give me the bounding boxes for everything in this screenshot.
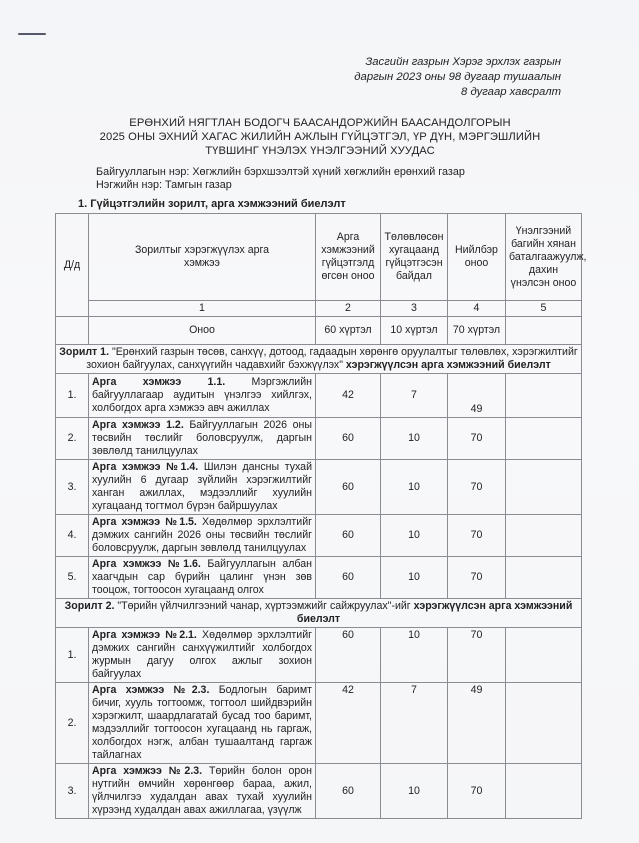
total-points: 70 (448, 764, 506, 819)
goal-2-title (56, 599, 582, 628)
row-number: 3. (56, 460, 89, 515)
header-col1-text: Зорилтыг хэрэгжүүлэх арга хэмжээ (134, 244, 270, 269)
points-given: 60 (316, 764, 381, 819)
reevaluated-points (506, 460, 582, 515)
total-points: 49 (448, 374, 506, 418)
table-row (56, 460, 582, 515)
points-given: 60 (316, 460, 381, 515)
annex-line-1: Засгийн газрын Хэрэг эрхлэх газрын (365, 56, 561, 68)
timeliness: 10 (381, 515, 448, 557)
measure-cell (89, 683, 316, 764)
goal-1-label: Зорилт 1. (59, 346, 110, 358)
total-points: 70 (448, 557, 506, 599)
row-number: 2. (56, 418, 89, 460)
table-row (56, 557, 582, 599)
measure-text: Шилэн дансны тухай хуулийн 6 дугаар зүйлийн хэрэгжилтийг ханган ажиллах, мэдээллийг хуулийн хугацаанд тогтмол бүрэн байршуулах (92, 461, 312, 512)
goal-2-row (56, 599, 582, 628)
measure-cell (89, 764, 316, 819)
annex-reference (354, 55, 561, 100)
row-number: 4. (56, 515, 89, 557)
measure-cell (89, 515, 316, 557)
score-col5 (506, 317, 582, 345)
points-given: 60 (316, 557, 381, 599)
timeliness: 7 (381, 683, 448, 764)
measure-text: Хөдөлмөр эрхлэлтийг дэмжих сангийн 2026 оны төсвийн төслийг боловсруулж, даргын зөвлөлд танилцуулах (92, 516, 312, 554)
measure-cell (89, 374, 316, 418)
goal-1-title (56, 345, 582, 374)
measure-text: Байгууллагын 2026 оны төсвийн төслийг боловсруулж, даргын зөвлөлд танилцуулах (92, 419, 312, 457)
measure-cell (89, 557, 316, 599)
timeliness: 10 (381, 764, 448, 819)
evaluation-table (55, 213, 587, 819)
column-number-row (56, 301, 582, 317)
timeliness: 10 (381, 460, 448, 515)
header-col1 (89, 214, 316, 301)
reevaluated-points (506, 515, 582, 557)
goal-1-row (56, 345, 582, 374)
timeliness: 10 (381, 628, 448, 683)
total-points: 70 (448, 460, 506, 515)
score-col2: 60 хүртэл (316, 317, 381, 345)
total-points: 49 (448, 683, 506, 764)
measure-label: Арга хэмжээ 1.1. (92, 376, 226, 388)
table-row (56, 764, 582, 819)
reevaluated-points (506, 374, 582, 418)
goal-2-text: "Төрийн үйлчилгээний чанар, хүртээмжийг сайжруулах"-ийг (114, 600, 414, 612)
points-given: 60 (316, 418, 381, 460)
points-given: 42 (316, 374, 381, 418)
measure-label: Арга хэмжээ №2.1. (92, 629, 197, 641)
reevaluated-points (506, 764, 582, 819)
section-heading: 1. Гүйцэтгэлийн зорилт, арга хэмжээний биелэлт (78, 198, 346, 210)
total-points: 70 (448, 418, 506, 460)
annex-line-3: 8 дугаар хавсралт (461, 86, 561, 98)
score-row (56, 317, 582, 345)
score-col3: 10 хүртэл (381, 317, 448, 345)
measure-label: Арга хэмжээ №2.3. (92, 684, 210, 696)
header-dd: Д/д (56, 214, 89, 317)
points-given: 42 (316, 683, 381, 764)
measure-cell (89, 418, 316, 460)
row-number: 2. (56, 683, 89, 764)
timeliness: 7 (381, 374, 448, 418)
reevaluated-points (506, 628, 582, 683)
goal-2-label: Зорилт 2. (64, 600, 115, 612)
header-col2: Арга хэмжээний гүйцэтгэлд өгсөн оноо (316, 214, 381, 301)
measure-text: Байгууллагын албан хаагчдын сар бүрийн цалинг үнэн зөв тооцож, тогтоосон хугацаанд олгох (92, 558, 312, 596)
timeliness: 10 (381, 418, 448, 460)
measure-label: Арга хэмжээ №1.4. (92, 461, 199, 473)
goal-2-suffix: хэрэгжүүлсэн арга хэмжээний биелэлт (296, 600, 573, 625)
measure-cell (89, 628, 316, 683)
measure-text: Мэргэжлийн байгууллагаар аудитын үнэлгээ хийлгэх, холбогдох арга хэмжээ авч ажиллах (92, 376, 312, 414)
row-number: 1. (56, 628, 89, 683)
row-number: 3. (56, 764, 89, 819)
header-col4: Нийлбэр оноо (448, 214, 506, 301)
measure-text: Бодлогын баримт бичиг, хууль тогтоомж, тогтоол шийдвэрийн хэрэгжилт, шаардлагатай бусад тоо баримт, мэдээллийг тогтоосон хугацаанд нь гаргаж, холбогдох нэгж, албан тушаалтанд гаргаж тайлагнах (92, 684, 312, 761)
total-points: 70 (448, 515, 506, 557)
total-points: 70 (448, 628, 506, 683)
col-number-1: 1 (89, 301, 316, 317)
table-row (56, 418, 582, 460)
col-number-5: 5 (506, 301, 582, 317)
header-row (56, 214, 582, 301)
header-col5: Үнэлгээний багийн хянан баталгаажуулж, дахин үнэлсэн оноо (506, 214, 582, 301)
document-meta (96, 166, 465, 192)
row-number: 5. (56, 557, 89, 599)
score-row-dd (56, 317, 89, 345)
scan-mark (18, 33, 46, 35)
measure-text: Хөдөлмөр эрхлэлтийг дэмжих сангийн санхүүжилтийг холбогдох журмын дагуу олгох ажлыг зохион байгуулах (92, 629, 312, 680)
table-row (56, 374, 582, 418)
goal-1-suffix: хэрэгжүүлсэн арга хэмжээний биелэлт (345, 359, 551, 371)
table-row (56, 683, 582, 764)
title-line-1: ЕРӨНХИЙ НЯГТЛАН БОДОГЧ БААСАНДОРЖИЙН БААСАНДОЛГОРЫН (129, 117, 511, 129)
reevaluated-points (506, 557, 582, 599)
score-label: Оноо (89, 317, 316, 345)
measure-label: Арга хэмжээ №1.5. (92, 516, 197, 528)
goal-1-text: "Ерөнхий газрын төсөв, санхүү, дотоод, гадаадын хөрөнгө оруулалтыг төлөвлөх, хэрэгжилтийг зохион байгуулах, санхүүгийн чадавхийг бэхжүүлэх" (86, 346, 578, 371)
header-col3: Төлөвлөсөн хугацаанд гүйцэтгэсэн байдал (381, 214, 448, 301)
table-row (56, 515, 582, 557)
score-col4: 70 хүртэл (448, 317, 506, 345)
title-line-2: 2025 ОНЫ ЭХНИЙ ХАГАС ЖИЛИЙН АЖЛЫН ГҮЙЦЭТГЭЛ, ҮР ДҮН, МЭРГЭШЛИЙН (99, 131, 541, 143)
col-number-2: 2 (316, 301, 381, 317)
measure-text: Төрийн болон орон нутгийн өмчийн хөрөнгөөр бараа, ажил, үйлчилгээ худалдан авах тухай хуулийн хүрээнд худалдан авах ажиллагаа, үзүүлж (92, 765, 312, 816)
document-title (60, 116, 580, 158)
points-given: 60 (316, 628, 381, 683)
col-number-3: 3 (381, 301, 448, 317)
points-given: 60 (316, 515, 381, 557)
reevaluated-points (506, 683, 582, 764)
row-number: 1. (56, 374, 89, 418)
measure-cell (89, 460, 316, 515)
measure-label: Арга хэмжээ №1.6. (92, 558, 201, 570)
timeliness: 10 (381, 557, 448, 599)
measure-label: Арга хэмжээ №2.3. (92, 765, 203, 777)
col-number-4: 4 (448, 301, 506, 317)
unit-name: Нэгжийн нэр: Тамгын газар (96, 179, 232, 191)
organization-name: Байгууллагын нэр: Хөгжлийн бэрхшээлтэй хүний хөгжлийн ерөнхий газар (96, 166, 465, 178)
annex-line-2: даргын 2023 оны 98 дугаар тушаалын (354, 71, 561, 83)
measure-label: Арга хэмжээ 1.2. (92, 419, 184, 431)
title-line-3: ТҮВШИНГ ҮНЭЛЭХ ҮНЭЛГЭЭНИЙ ХУУДАС (205, 145, 435, 157)
table-row (56, 628, 582, 683)
reevaluated-points (506, 418, 582, 460)
